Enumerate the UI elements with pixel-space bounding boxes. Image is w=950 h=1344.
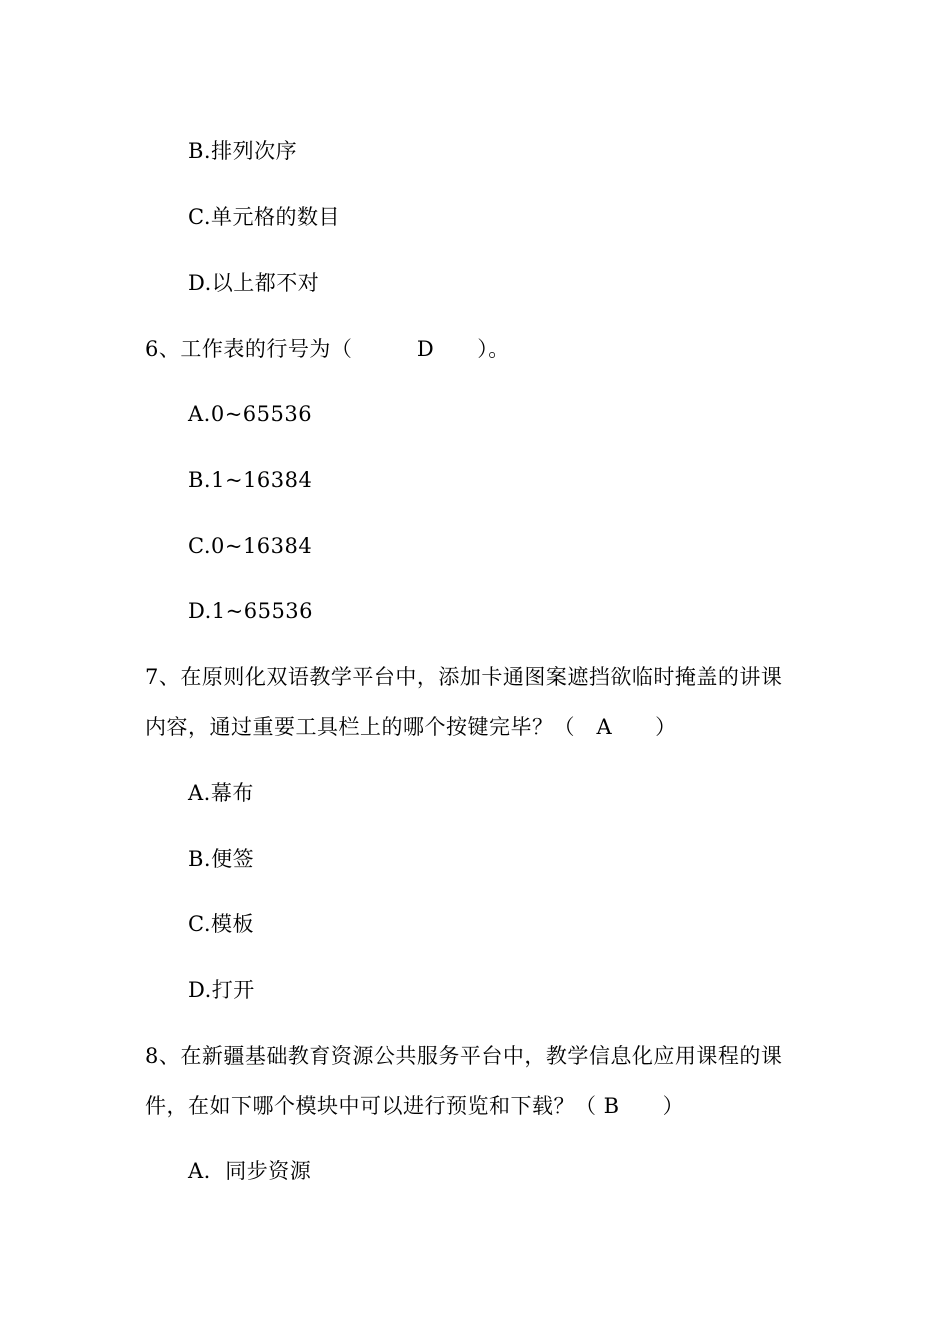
q6-option-c: C.0~16384: [188, 534, 313, 558]
q7-stem-line1: 7、在原则化双语教学平台中，添加卡通图案遮挡欲临时掩盖的讲课: [145, 665, 783, 689]
q7-option-d: D.打开: [188, 978, 255, 1002]
q6-option-a: A.0~65536: [188, 402, 313, 426]
q7-option-b: B.便签: [188, 847, 255, 871]
q8-option-a: A. 同步资源: [188, 1159, 312, 1183]
q5-option-b: B.排列次序: [188, 139, 298, 163]
q7-option-a: A.幕布: [188, 781, 254, 805]
q8-stem-line2: 件，在如下哪个模块中可以进行预览和下载？（ B ）: [145, 1094, 685, 1118]
q7-stem-line2: 内容，通过重要工具栏上的哪个按键完毕？（ A ）: [145, 715, 677, 739]
q7-option-c: C.模板: [188, 912, 254, 936]
q6-option-b: B.1~16384: [188, 468, 313, 492]
q5-option-d: D.以上都不对: [188, 271, 320, 295]
q8-stem-line1: 8、在新疆基础教育资源公共服务平台中，教学信息化应用课程的课: [145, 1044, 783, 1068]
q6-stem: 6、工作表的行号为（ D ）。: [145, 337, 510, 361]
q6-option-d: D.1~65536: [188, 599, 314, 623]
q5-option-c: C.单元格的数目: [188, 205, 340, 229]
